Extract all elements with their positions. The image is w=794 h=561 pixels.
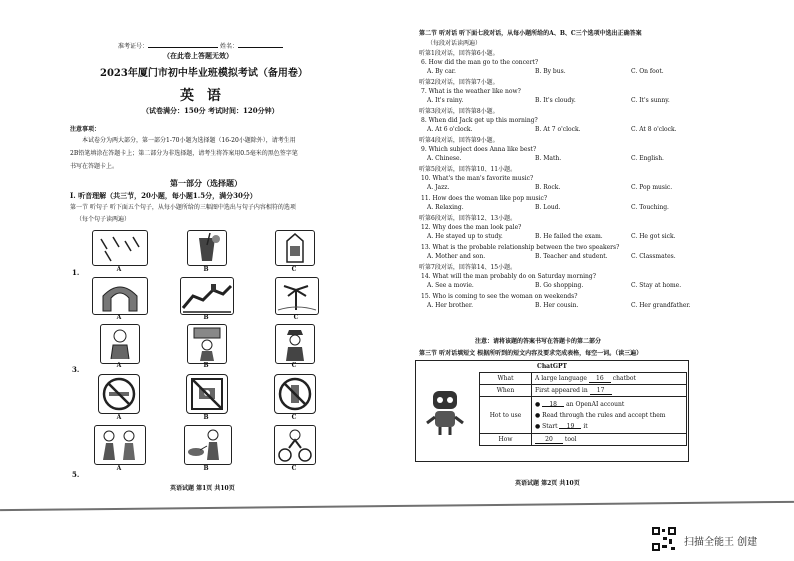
left-page: [0, 0, 400, 545]
q3-label-c: C: [291, 362, 297, 369]
row-when-content: [532, 385, 687, 397]
option-b[interactable]: B. Her cousin.: [535, 302, 579, 309]
row-howuse-content: [532, 397, 687, 434]
option-a[interactable]: A. See a movie.: [427, 282, 474, 289]
option-c[interactable]: C. Stay at home.: [631, 282, 682, 289]
q2-option-b-image: [180, 277, 234, 315]
question-text: 13. What is the probable relationship between the two speakers?: [421, 244, 620, 251]
sub1-heading: 第一节 听句子 听下面五个句子，从每小题所给的三幅图中选出与句子内容相符的选项: [70, 204, 296, 211]
q3-option-b-image: [187, 324, 227, 364]
option-b[interactable]: B. Math.: [535, 155, 562, 162]
sub1-note: （每个句子读两遍）: [76, 216, 131, 223]
q1-option-b-image: [187, 230, 227, 266]
q1-option-a-image: [92, 230, 148, 266]
question-number-5: 5.: [72, 470, 80, 479]
blank-19[interactable]: [559, 421, 581, 429]
chatgpt-table: [479, 372, 687, 446]
subject-title: 英 语: [180, 88, 225, 104]
right-footer: 英语试题 第2页 共10页: [515, 480, 580, 487]
option-a[interactable]: A. Chinese.: [427, 155, 462, 162]
option-b[interactable]: B. Teacher and student.: [535, 253, 608, 260]
row-how-to-use: [480, 397, 687, 434]
option-c[interactable]: C. On foot.: [631, 68, 664, 75]
question-text: 8. When did Jack get up this morning?: [421, 117, 538, 124]
notes-line-2: 2B铅笔填涂在答题卡上；第二部分为非选择题，请考生将答案用0.5毫米的黑色签字笔: [70, 150, 298, 157]
option-c[interactable]: C. At 8 o'clock.: [631, 126, 677, 133]
option-a[interactable]: A. By car.: [427, 68, 456, 75]
row-how-tail: tool: [564, 435, 577, 443]
section3-heading: 第三节 听对话填短文 根据所听到的短文内容及要求完成表格，每空一词。（读三遍）: [419, 350, 643, 357]
q1-label-c: C: [291, 266, 297, 273]
row-what-label: What: [480, 373, 532, 385]
q2-option-c-image: [275, 277, 319, 315]
part1-heading: 第一部分（选择题）: [170, 178, 242, 188]
invalid-note: （在此卷上答题无效）: [163, 51, 233, 60]
milk-carton-icon: [276, 231, 314, 265]
row-what: [480, 373, 687, 385]
bullet-3: ● Start: [535, 422, 558, 430]
dialogue-prompt: 听第7段对话，回答第14、15小题。: [419, 264, 517, 271]
q5-label-a: A: [116, 465, 122, 472]
dialogue-prompt: 听第5段对话，回答第10、11小题。: [419, 166, 517, 173]
option-a[interactable]: A. Jazz.: [427, 184, 450, 191]
q4-label-b: B: [203, 414, 209, 421]
rain-icon: [93, 231, 147, 265]
q4-label-a: A: [116, 414, 122, 421]
bullet-2: ●: [535, 411, 541, 419]
bullet-1: ●: [535, 400, 541, 408]
q2-label-c: C: [293, 314, 299, 321]
right-page: [405, 0, 794, 545]
beach-palm-icon: [276, 278, 318, 314]
student-board-icon: [188, 325, 226, 363]
stone-arch-icon: [93, 278, 147, 314]
blank-20[interactable]: [535, 436, 563, 444]
blank-20-number: 20: [545, 435, 553, 443]
q2-option-a-image: [92, 277, 148, 315]
howuse-line-1: [535, 399, 683, 410]
robot-icon: [423, 385, 467, 437]
notes-line-1: 本试卷分为两大部分，第一部分1-70小题为选择题（16-20小题除外），请考生用: [82, 137, 296, 144]
section2-heading: 第二节 听对话 听下面七段对话，从每小题所给的A、B、C三个选项中选出正确答案: [419, 30, 642, 37]
q5-option-c-image: [274, 425, 316, 465]
score-info: （试卷满分：150分 考试时间：120分钟）: [142, 106, 279, 115]
option-a[interactable]: A. He stayed up to study.: [427, 233, 503, 240]
q5-label-b: B: [203, 465, 209, 472]
blank-17-number: 17: [596, 386, 605, 394]
dialogue-prompt: 听第6段对话，回答第12、13小题。: [419, 215, 517, 222]
q3-option-a-image: [100, 324, 140, 364]
option-c[interactable]: C. English.: [631, 155, 664, 162]
question-number-3: 3.: [72, 365, 80, 374]
option-c[interactable]: C. He got sick.: [631, 233, 676, 240]
q1-label-a: A: [116, 266, 122, 273]
q5-label-c: C: [291, 465, 297, 472]
blank-18[interactable]: [542, 399, 564, 407]
option-a[interactable]: A. Her brother.: [427, 302, 473, 309]
option-b[interactable]: B. By bus.: [535, 68, 566, 75]
exam-number-label: 准考证号：: [118, 43, 149, 50]
question-text: 12. Why does the man look pale?: [421, 224, 522, 231]
option-b[interactable]: B. It's cloudy.: [535, 97, 576, 104]
howuse-text-2: Read through the rules and accept them: [542, 411, 666, 419]
section2-note: （每段对话读两遍）: [427, 40, 482, 47]
police-officer-icon: [276, 325, 314, 363]
blank-17[interactable]: [590, 387, 612, 395]
exam-number-blank: [148, 40, 218, 48]
exam-title: 2023年厦门市初中毕业班模拟考试（备用卷）: [100, 68, 308, 79]
name-blank: [238, 40, 283, 48]
q4-option-b-image: [186, 374, 228, 414]
howuse-line-2: [535, 410, 683, 421]
option-b[interactable]: B. He failed the exam.: [535, 233, 603, 240]
question-number-1: 1.: [72, 268, 80, 277]
option-c[interactable]: C. Pop music.: [631, 184, 673, 191]
notes-line-3: 书写在答题卡上。: [70, 163, 119, 170]
q3-label-a: A: [116, 362, 122, 369]
notes-heading: 注意事项：: [70, 126, 101, 133]
walking-dog-icon: [185, 426, 231, 464]
q3-label-b: B: [203, 362, 209, 369]
chatgpt-table-title: ChatGPT: [537, 363, 567, 370]
boy-reading-icon: [101, 325, 139, 363]
dialogue-prompt: 听第3段对话，回答第8小题。: [419, 108, 499, 115]
q5-option-b-image: [184, 425, 232, 465]
howuse-line-3: [535, 421, 683, 432]
row-when: [480, 385, 687, 397]
dialogue-prompt: 听第2段对话，回答第7小题。: [419, 79, 499, 86]
option-b[interactable]: B. Loud.: [535, 204, 561, 211]
scanner-watermark: 扫描全能王 创建: [684, 537, 758, 548]
q4-option-c-image: [274, 374, 316, 414]
qr-code-icon: [652, 527, 676, 551]
q1-option-c-image: [275, 230, 315, 266]
option-c[interactable]: C. It's sunny.: [631, 97, 670, 104]
howuse-text-3: it: [583, 422, 588, 430]
section1-heading: I. 听音理解（共三节，20小题，每小题1.5分，满分30分）: [70, 191, 257, 200]
question-text: 7. What is the weather like now?: [421, 88, 521, 95]
blank-16-number: 16: [596, 374, 604, 382]
row-howuse-label: Hot to use: [480, 397, 532, 434]
option-a[interactable]: A. At 6 o'clock.: [427, 126, 473, 133]
question-text: 11. How does the woman like pop music?: [421, 195, 548, 202]
question-text: 6. How did the man go to the concert?: [421, 59, 539, 66]
option-a[interactable]: A. Mother and son.: [427, 253, 486, 260]
name-label: 姓名：: [219, 43, 238, 50]
option-a[interactable]: A. It's rainy.: [427, 97, 464, 104]
juice-glass-icon: [188, 231, 226, 265]
dialogue-prompt: 听第4段对话，回答第9小题。: [419, 137, 499, 144]
howuse-text-1: an OpenAI account: [566, 400, 625, 408]
great-wall-icon: [181, 278, 233, 314]
q5-option-a-image: [94, 425, 146, 465]
row-when-text: First appeared in: [535, 386, 588, 394]
cycling-family-icon: [275, 426, 315, 464]
q4-option-a-image: [98, 374, 140, 414]
question-text: 10. What's the man's favorite music?: [421, 175, 534, 182]
option-b[interactable]: B. Rock.: [535, 184, 561, 191]
q2-label-a: A: [116, 314, 122, 321]
no-photos-sign-icon: [187, 375, 227, 413]
dialogue-prompt: 听第1段对话，回答第6小题。: [419, 50, 499, 57]
row-what-text: A large language: [535, 374, 587, 382]
question-text: 15. Who is coming to see the woman on weekends?: [421, 293, 578, 300]
q4-label-c: C: [291, 414, 297, 421]
q1-label-b: B: [203, 266, 209, 273]
q2-label-b: B: [203, 314, 209, 321]
blank-16[interactable]: [589, 375, 611, 383]
row-how-content: [532, 434, 687, 446]
question-text: 9. Which subject does Anna like best?: [421, 146, 537, 153]
question-text: 14. What will the man probably do on Saturday morning?: [421, 273, 596, 280]
no-drinks-sign-icon: [275, 375, 315, 413]
blank-18-number: 18: [549, 400, 557, 408]
row-when-label: When: [480, 385, 532, 397]
left-footer: 英语试题 第1页 共10页: [170, 485, 235, 492]
blank-19-number: 19: [566, 422, 575, 430]
option-c[interactable]: C. Classmates.: [631, 253, 676, 260]
exam-number-row: [118, 40, 283, 51]
option-c[interactable]: C. Her grandfather.: [631, 302, 691, 309]
option-c[interactable]: C. Touching.: [631, 204, 669, 211]
q3-option-c-image: [275, 324, 315, 364]
row-what-tail: chatbot: [612, 374, 636, 382]
option-b[interactable]: B. At 7 o'clock.: [535, 126, 581, 133]
row-what-content: [532, 373, 687, 385]
option-b[interactable]: B. Go shopping.: [535, 282, 584, 289]
row-how-label: How: [480, 434, 532, 446]
kids-playing-icon: [95, 426, 145, 464]
no-smoking-sign-icon: [99, 375, 139, 413]
row-how: [480, 434, 687, 446]
answer-sheet-notice: 注意：请将该题的答案书写在答题卡的第二部分: [475, 338, 602, 345]
option-a[interactable]: A. Relaxing.: [427, 204, 464, 211]
